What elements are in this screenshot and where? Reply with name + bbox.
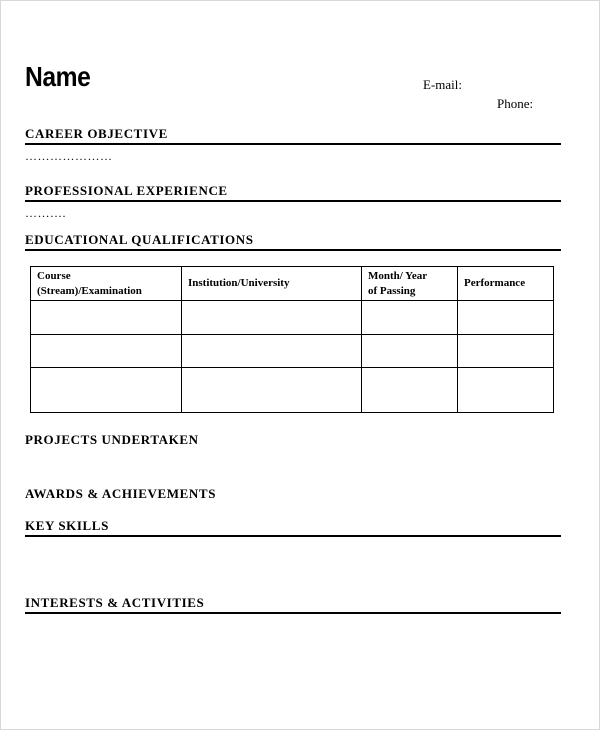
table-cell[interactable]	[362, 335, 458, 368]
professional-experience-placeholder: ……….	[25, 206, 66, 220]
column-header-year-line1: Month/ Year	[368, 269, 428, 282]
key-skills-rule	[25, 535, 561, 537]
column-header-course-line1: Course	[37, 269, 71, 282]
table-row	[31, 301, 554, 335]
column-header-course-line2: (Stream)/Examination	[37, 284, 142, 297]
table-cell[interactable]	[182, 301, 362, 335]
table-cell[interactable]	[31, 335, 182, 368]
column-header-year-line2: of Passing	[368, 284, 416, 297]
table-cell[interactable]	[362, 301, 458, 335]
key-skills-heading: KEY SKILLS	[25, 518, 109, 533]
table-cell[interactable]	[182, 335, 362, 368]
table-cell[interactable]	[458, 335, 554, 368]
table-cell[interactable]	[458, 301, 554, 335]
table-cell[interactable]	[31, 368, 182, 413]
table-cell[interactable]	[458, 368, 554, 413]
education-table	[30, 266, 554, 413]
name-title: Name	[25, 61, 91, 92]
professional-experience-heading: PROFESSIONAL EXPERIENCE	[25, 183, 228, 198]
column-header-performance-line1: Performance	[464, 277, 526, 289]
table-cell[interactable]	[362, 368, 458, 413]
career-objective-rule	[25, 143, 561, 145]
table-row	[31, 368, 554, 413]
column-header-institution	[182, 267, 362, 301]
education-table-header-row	[31, 267, 554, 301]
table-cell[interactable]	[182, 368, 362, 413]
column-header-performance	[458, 267, 554, 301]
column-header-institution-line1: Institution/University	[188, 277, 290, 289]
table-row	[31, 335, 554, 368]
column-header-course	[31, 267, 182, 301]
phone-label: Phone:	[497, 96, 534, 111]
column-header-year	[362, 267, 458, 301]
professional-experience-rule	[25, 200, 561, 202]
interests-activities-rule	[25, 612, 561, 614]
table-cell[interactable]	[31, 301, 182, 335]
career-objective-placeholder: …………………	[25, 149, 113, 163]
educational-qualifications-heading: EDUCATIONAL QUALIFICATIONS	[25, 232, 254, 247]
projects-undertaken-heading: PROJECTS UNDERTAKEN	[25, 432, 199, 447]
email-label: E-mail:	[423, 77, 462, 92]
career-objective-heading: CAREER OBJECTIVE	[25, 126, 168, 141]
awards-achievements-heading: AWARDS & ACHIEVEMENTS	[25, 486, 217, 501]
educational-qualifications-rule	[25, 249, 561, 251]
interests-activities-heading: INTERESTS & ACTIVITIES	[25, 595, 205, 610]
